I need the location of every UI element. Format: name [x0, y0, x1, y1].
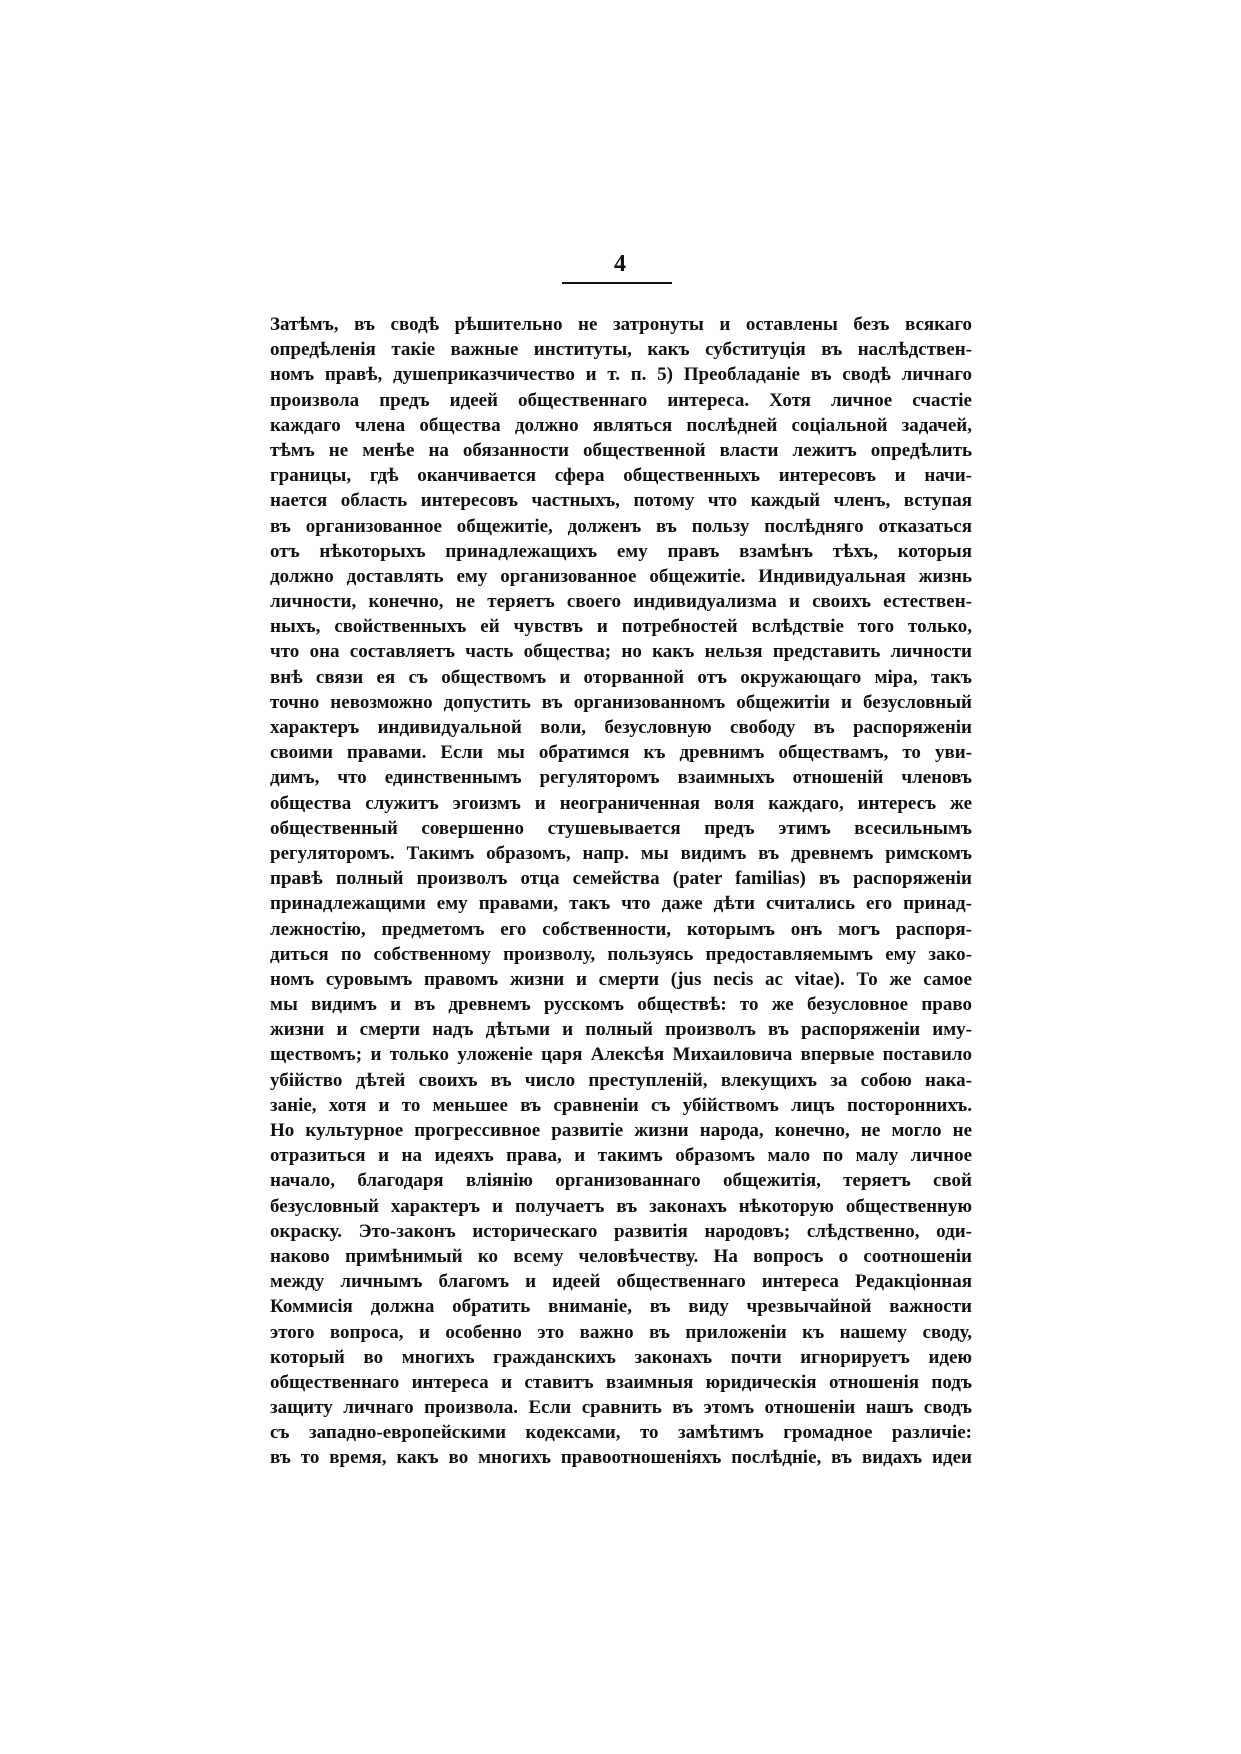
- text-line: правѣ полный произволъ отца семейства (pater familias) въ распоряженіи: [270, 868, 972, 890]
- text-line: въ то время, какъ во многихъ правоотношеніяхъ послѣдніе, въ видахъ идеи: [270, 1447, 972, 1469]
- text-line: личности, конечно, не теряетъ своего индивидуализма и своихъ естествен-: [270, 591, 972, 613]
- text-line: Затѣмъ, въ сводѣ рѣшительно не затронуты и оставлены безъ всякаго: [270, 314, 972, 335]
- text-line: общественнаго интереса и ставитъ взаимныя юридическія отношенія подъ: [270, 1371, 972, 1393]
- text-line: характеръ индивидуальной воли, безусловную свободу въ распоряженіи: [270, 717, 972, 738]
- text-line: убійство дѣтей своихъ въ число преступленій, влекущихъ за собою нака-: [270, 1069, 972, 1091]
- text-line: регуляторомъ. Такимъ образомъ, напр. мы видимъ въ древнемъ римскомъ: [270, 842, 972, 864]
- text-line: защиту личнаго произвола. Если сравнить въ этомъ отношеніи нашъ сводъ: [270, 1397, 972, 1419]
- text-line: между личнымъ благомъ и идеей общественнаго интереса Редакціонная: [270, 1271, 972, 1293]
- text-line: Коммисія должна обратить вниманіе, въ виду чрезвычайной важности: [270, 1296, 972, 1318]
- text-line: номъ суровымъ правомъ жизни и смерти (jus necis ac vitae). То же самое: [270, 968, 972, 990]
- text-line: границы, гдѣ оканчивается сфера общественныхъ интересовъ и начи-: [270, 465, 972, 487]
- text-line: отъ нѣкоторыхъ принадлежащихъ ему правъ взамѣнъ тѣхъ, которыя: [270, 540, 972, 562]
- text-line: точно невозможно допустить въ организованномъ общежитіи и безусловный: [270, 691, 972, 713]
- text-line: диться по собственному произволу, пользуясь предоставляемымъ ему зако-: [270, 943, 972, 965]
- text-line: общества служитъ эгоизмъ и неограниченная воля каждаго, интересъ же: [270, 792, 972, 814]
- text-line: ныхъ, свойственныхъ ей чувствъ и потребностей вслѣдствіе того только,: [270, 616, 972, 638]
- text-line: въ организованное общежитіе, долженъ въ пользу послѣдняго отказаться: [270, 515, 972, 537]
- text-line: димъ, что единственнымъ регуляторомъ взаимныхъ отношеній членовъ: [270, 767, 972, 789]
- text-line: безусловный характеръ и получаетъ въ законахъ нѣкоторую общественную: [270, 1195, 972, 1217]
- text-line: своими правами. Если мы обратимся къ древнимъ обществамъ, то уви-: [270, 742, 972, 764]
- text-line: принадлежащими ему правами, такъ что даже дѣти считались его принад-: [270, 893, 972, 915]
- text-line: произвола предъ идеей общественнаго интереса. Хотя личное счастіе: [270, 389, 972, 411]
- text-line: лежностію, предметомъ его собственности, которымъ онъ могъ распоря-: [270, 918, 972, 940]
- text-line: общественный совершенно стушевывается предъ этимъ всесильнымъ: [270, 817, 972, 839]
- text-line: окраску. Это-законъ историческаго развитія народовъ; слѣдственно, оди-: [270, 1220, 972, 1242]
- text-line: отразиться и на идеяхъ права, и такимъ образомъ мало по малу личное: [270, 1145, 972, 1167]
- text-line: опредѣленія такіе важные институты, какъ субституція въ наслѣдствен-: [270, 339, 972, 361]
- page-number-rule: [562, 282, 672, 284]
- text-line: должно доставлять ему организованное общежитіе. Индивидуальная жизнь: [270, 565, 972, 587]
- text-line: Но культурное прогрессивное развитіе жизни народа, конечно, не могло не: [270, 1120, 972, 1141]
- text-line: нается область интересовъ частныхъ, потому что каждый членъ, вступая: [270, 490, 972, 512]
- text-line: начало, благодаря вліянію организованнаго общежитія, теряетъ свой: [270, 1170, 972, 1192]
- text-line: который во многихъ гражданскихъ законахъ почти игнорируетъ идею: [270, 1346, 972, 1368]
- text-line: тѣмъ не менѣе на обязанности общественной власти лежитъ опредѣлить: [270, 439, 972, 461]
- text-line: съ западно-европейскими кодексами, то замѣтимъ громадное различіе:: [270, 1422, 972, 1444]
- text-line: ществомъ; и только уложеніе царя Алексѣя Михаиловича впервые поставило: [270, 1044, 972, 1066]
- text-line: что она составляетъ часть общества; но какъ нельзя представить личности: [270, 641, 972, 663]
- text-line: внѣ связи ея съ обществомъ и оторванной отъ окружающаго міра, такъ: [270, 666, 972, 688]
- page-number: 4: [614, 251, 626, 277]
- text-line: мы видимъ и въ древнемъ русскомъ обществѣ: то же безусловное право: [270, 994, 972, 1016]
- text-line: номъ правѣ, душеприказчичество и т. п. 5) Преобладаніе въ сводѣ личнаго: [270, 364, 972, 386]
- text-line: наково примѣнимый ко всему человѣчеству. На вопросъ о соотношеніи: [270, 1245, 972, 1267]
- text-line: заніе, хотя и то меньшее въ сравненіи съ убійствомъ лицъ постороннихъ.: [270, 1094, 972, 1116]
- text-line: этого вопроса, и особенно это важно въ приложеніи къ нашему своду,: [270, 1321, 972, 1343]
- text-line: жизни и смерти надъ дѣтьми и полный произволъ въ распоряженіи иму-: [270, 1019, 972, 1041]
- text-line: каждаго члена общества должно являться послѣдней соціальной задачей,: [270, 414, 972, 436]
- body-text: [270, 312, 972, 1471]
